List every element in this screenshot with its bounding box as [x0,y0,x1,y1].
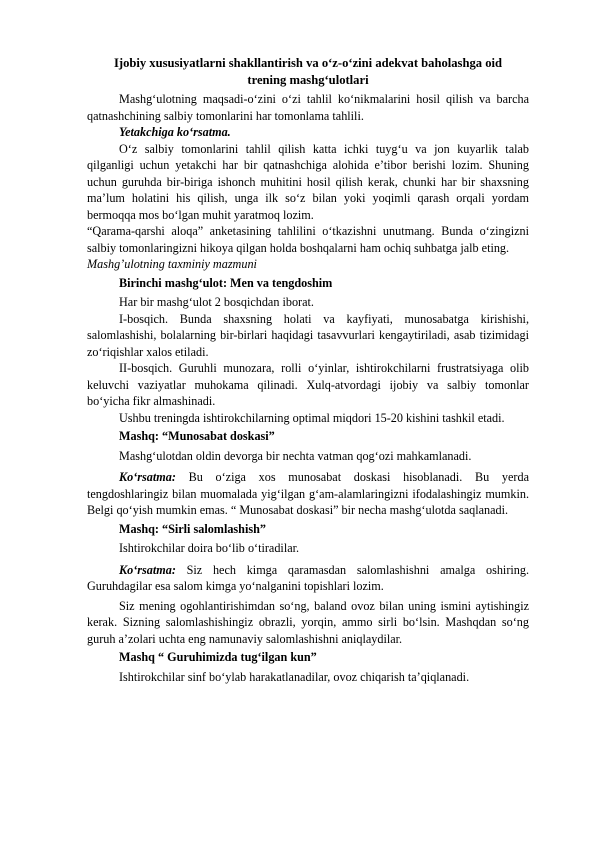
exercise-birthday-heading: Mashq “ Guruhimizda tug‘ilgan kun” [119,650,317,664]
instruction-label: Ko‘rsatma: [119,562,176,577]
paragraph-circle-seating: Ishtirokchilar doira bo‘lib o‘tiradilar. [119,541,300,555]
instruction-text: Siz hech kimga qaramasdan salomlashishni amalga oshiring. Guruhdagilar esa salom kimga yo‘nalganini topishlari lozim. [87,562,529,593]
paragraph-silent-movement: Ishtirokchilar sinf bo‘ylab harakatlanadilar, ovoz chiqarish ta’qiqlanadi. [119,669,470,684]
session-one-heading: Birinchi mashg‘ulot: Men va tengdoshim [119,275,333,290]
paragraph-stage-one: I-bosqich. Bunda shaxsning holati va kayfiyati, munosabatga kirishishi, salomlashishi, bolalarning bir-birlari haqidagi tasavvurlari kengaytiriladi, asab tizimidagi zo‘riqishlar xalos etiladi. [87,311,529,359]
paragraph-two-stages: Har bir mashg‘ulot 2 bosqichdan iborat. [119,295,314,309]
paragraph-goal: Mashg‘ulotning maqsadi-o‘zini o‘zi tahlil ko‘nikmalarini hosil qilish va barcha qatnashchining salbiy tomonlarini har tomonlama tahlili. [87,92,529,123]
document-body [87,55,529,685]
paragraph-stage-two: II-bosqich. Guruhli munozara, rolli o‘yinlar, ishtirokchilarni frustratsiyaga olib keluvchi vaziyatlar muhokama qilinadi. Xulq-atvordagi ijobiy va salbiy tomonlar bo‘yicha fikr almashinadi. [87,361,529,408]
paragraph-greeting-details: Siz mening ogohlantirishimdan so‘ng, baland ovoz bilan uning ismini aytishingiz kerak. Sizning salomlashishingiz obrazli, yorqin, ammo sirli bo‘lsin. Mashqdan so‘ng guruh a’zolari uchta eng namunaviy salomlashishni aniqlaydilar. [87,598,529,646]
paragraph-greeting-instruction [87,562,529,595]
document-title: Ijobiy xususiyatlarni shakllantirish va o‘z-o‘zini adekvat baholashga oid trening mashg‘ulotlari [113,56,503,87]
exercise-secret-greeting-heading: Mashq: “Sirli salomlashish” [119,521,266,536]
session-content-label: Mashg’ulotning taxminiy mazmuni [87,257,257,271]
instruction-label: Ko‘rsatma: [119,470,176,484]
instruction-text: Bu o‘ziga xos munosabat doskasi hisoblanadi. Bu yerda tengdoshlaringiz bilan muomalada yig‘ilgan g‘am-alamlaringizni ifodalashingiz mumkin. Belgi qo‘yish mumkin emas. “ Munosabat doskasi” bir necha mashg‘ulotda saqlanadi. [87,470,529,517]
exercise-attitude-board-heading: Mashq: “Munosabat doskasi” [119,429,275,443]
paragraph-whatman-paper: Mashg‘ulotdan oldin devorga bir nechta vatman qog‘ozi mahkamlanadi. [119,448,472,463]
leader-instruction-heading: Yetakchiga ko‘rsatma. [119,125,231,139]
paragraph-participants: Ushbu treningda ishtirokchilarning optimal miqdori 15-20 kishini tashkil etadi. [119,410,505,425]
paragraph-attitude-board-instruction [87,469,529,519]
paragraph-feedback-survey: “Qarama-qarshi aloqa” anketasining tahlilini o‘tkazishni unutmang. Bunda o‘zingizni salbiy tomonlaringizni hikoya qilgan holda boshqalarni ham ochiq suhbatga jalb eting. [87,224,529,255]
paragraph-leader-instruction: O‘z salbiy tomonlarini tahlil qilish katta ichki tuyg‘u va jon kuyarlik talab qilganligi uchun yetakchi har bir qatnashchiga alohida e’tibor berishi lozim. Shuning uchun guruhda bir-biriga ishonch muhitini hosil qilish kerak, chunki har bir shaxsning ma’lum holatini his qilish, unga ilk so‘z bilan yoki yoqimli qarash orqali yordam bermoqqa mos bo‘lgan muhit yaratmoq lozim. [87,141,529,222]
